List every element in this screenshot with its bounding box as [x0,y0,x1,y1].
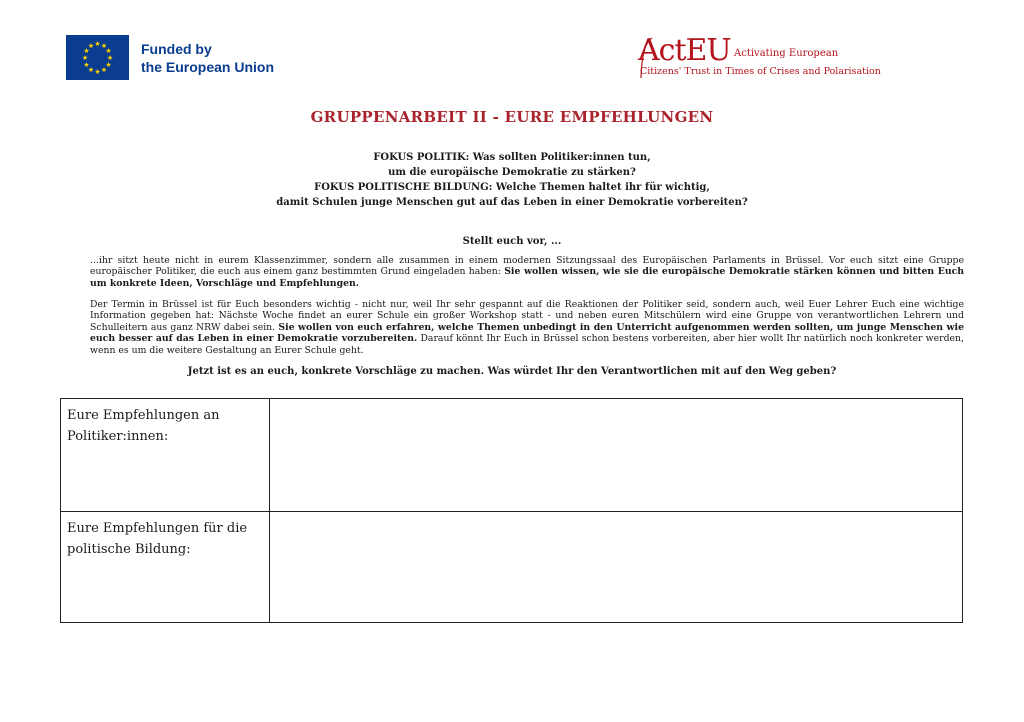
acteu-tagline: Citizens' Trust in Times of Crises and Polarisation [640,66,881,77]
svg-text:★: ★ [87,42,95,50]
eu-funding-logo [66,35,274,80]
acteu-subtitle: Activating European [734,48,839,59]
svg-text:★: ★ [83,47,90,55]
svg-text:★: ★ [83,61,90,69]
svg-text:★: ★ [105,61,112,69]
row-label-politicians: Eure Empfehlungen an Politiker:innen: [61,399,270,512]
answer-cell-education[interactable] [270,512,963,623]
focus-line: FOKUS POLITISCHE BILDUNG: Welche Themen haltet ihr für wichtig, [314,182,710,193]
focus-line: damit Schulen junge Menschen gut auf das Leben in einer Demokratie vorbereiten? [276,197,748,208]
table-row [61,512,963,623]
closing-prompt: Jetzt ist es an euch, konkrete Vorschläge zu machen. Was würdet Ihr den Verantwortlichen mit auf den Weg geben? [187,366,837,377]
svg-text:★: ★ [94,68,101,76]
row-label-education: Eure Empfehlungen für die politische Bildung: [61,512,270,623]
paragraph-2-text-after: Darauf könnt Ihr Euch in Brüssel schon bestens vorbereiten, aber hier wollt Ihr natürlich noch konkreter werden, wenn es um die weitere Gestaltung an Eurer Schule geht. [90,333,964,356]
paragraph-1 [90,255,964,289]
eu-funding-text [141,40,274,76]
paragraph-2-bold: Sie wollen von euch erfahren, welche Themen unbedingt in den Unterricht aufgenommen werden sollten, um junge Menschen wie euch besser auf das Leben in einer Demokratie vorzubereiten. [90,321,964,345]
paragraph-1-text: ...ihr sitzt heute nicht in eurem Klassenzimmer, sondern alle zusammen in einem modernen Sitzungssaal des Europäischen Parlaments in Brüssel. Vor euch sitzt eine Gruppe europäischer Politiker, die euch aus einem ganz bestimmten Grund eingeladen haben: [90,255,964,278]
eu-funding-line-1: Funded by [141,40,212,57]
focus-block [0,150,1024,210]
paragraph-1-bold: Sie wollen wissen, wie sie die europäische Demokratie stärken können und bitten Euch um konkrete Ideen, Vorschläge und Empfehlungen. [90,266,964,289]
svg-text:★: ★ [94,40,101,48]
answer-cell-politicians[interactable] [270,399,963,512]
svg-text:★: ★ [87,66,95,74]
acteu-wordmark: ActEU [638,33,731,68]
acteu-logo [638,33,881,84]
svg-text:★: ★ [81,54,89,62]
svg-text:★: ★ [100,42,108,50]
recommendations-table [60,398,963,623]
eu-flag-icon [66,35,129,80]
svg-text:★: ★ [105,47,112,55]
paragraph-2-text: Der Termin in Brüssel ist für Euch besonders wichtig - nicht nur, weil Ihr sehr gespannt auf die Reaktionen der Politiker seid, sondern auch, weil Euer Lehrer Euch eine wichtige Information gegeben hat: Nächste Woche findet an eurer Schule ein großer Workshop statt - und neben euren Mitschülern wird eine Gruppe von verantwortlichen Lehrern und Schulleitern aus ganz NRW dabei sein. [90,299,964,333]
table-row [61,399,963,512]
focus-line: um die europäische Demokratie zu stärken? [388,167,636,178]
eu-funding-line-2: the European Union [141,58,274,75]
focus-line: FOKUS POLITIK: Was sollten Politiker:innen tun, [373,152,651,163]
paragraph-2 [90,299,964,356]
page-title: GRUPPENARBEIT II - EURE EMPFEHLUNGEN [310,108,714,126]
intro-heading: Stellt euch vor, ... [462,236,562,247]
svg-text:★: ★ [106,54,114,62]
svg-text:★: ★ [100,66,108,74]
